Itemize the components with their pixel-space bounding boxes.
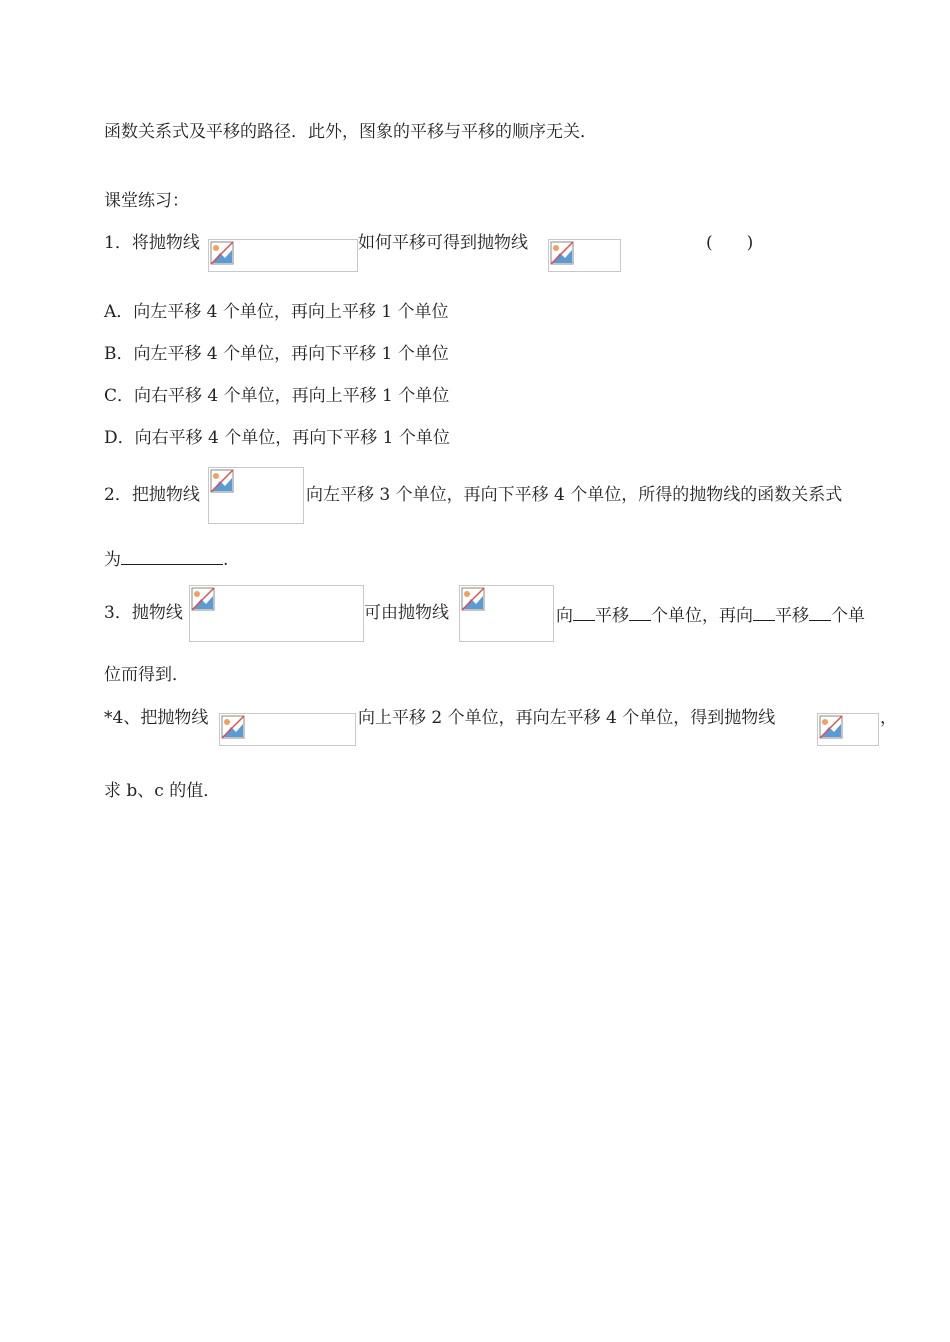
section-title: 课堂练习： <box>104 191 189 211</box>
question-text: 向上平移 2 个单位，再向左平移 4 个单位，得到抛物线 <box>358 708 776 728</box>
question-4-stem <box>104 710 208 727</box>
question-text: 抛物线 <box>131 603 183 623</box>
option-d: D．向右平移 4 个单位，再向下平移 1 个单位 <box>104 428 450 448</box>
intro-text: 函数关系式及平移的路径．此外，图象的平移与平移的顺序无关． <box>104 122 597 142</box>
option-c: C．向右平移 4 个单位，再向上平移 1 个单位 <box>104 386 450 406</box>
formula-image-placeholder <box>208 467 304 524</box>
question-2-answer-line: 为 . <box>104 550 229 570</box>
formula-image-placeholder <box>459 585 554 642</box>
option-a: A．向左平移 4 个单位，再向上平移 1 个单位 <box>104 302 449 322</box>
question-3-stem <box>104 605 183 622</box>
question-text: 向左平移 3 个单位，再向下平移 4 个单位，所得的抛物线的函数关系式 <box>306 485 843 505</box>
question-number: 3． <box>104 603 132 623</box>
formula-image-placeholder <box>548 239 621 272</box>
question-3-blanks: 向 平移 个单位，再向 平移 个单 <box>556 606 865 626</box>
fill-in-blank[interactable] <box>629 605 651 621</box>
fill-in-blank[interactable] <box>573 605 595 621</box>
question-text: 位而得到． <box>104 665 189 685</box>
fill-in-blank[interactable] <box>753 605 775 621</box>
question-1-stem <box>104 235 200 252</box>
formula-image-placeholder <box>189 585 364 642</box>
question-number: 1． <box>104 233 132 253</box>
punctuation: ， <box>880 708 897 728</box>
broken-image-icon <box>221 715 245 739</box>
broken-image-icon <box>210 469 234 493</box>
formula-image-placeholder <box>208 239 358 272</box>
question-text: 把抛物线 <box>140 708 209 728</box>
fill-in-blank[interactable] <box>809 605 831 621</box>
answer-parentheses: ( ) <box>706 233 754 253</box>
question-text: 求 b、c 的值． <box>104 781 221 801</box>
formula-image-placeholder <box>817 713 879 746</box>
question-number: 2． <box>104 485 132 505</box>
question-text: 将抛物线 <box>131 233 200 253</box>
question-2-stem <box>104 487 200 504</box>
broken-image-icon <box>210 241 234 265</box>
broken-image-icon <box>550 241 574 265</box>
option-b: B．向左平移 4 个单位，再向下平移 1 个单位 <box>104 344 449 364</box>
question-text: 把抛物线 <box>131 485 200 505</box>
question-number: *4、 <box>104 708 141 728</box>
broken-image-icon <box>461 587 485 611</box>
question-text: 如何平移可得到抛物线 <box>358 233 528 253</box>
fill-in-blank[interactable] <box>121 549 223 565</box>
broken-image-icon <box>819 715 843 739</box>
broken-image-icon <box>191 587 215 611</box>
question-text: 可由抛物线 <box>364 603 449 623</box>
formula-image-placeholder <box>219 713 356 746</box>
